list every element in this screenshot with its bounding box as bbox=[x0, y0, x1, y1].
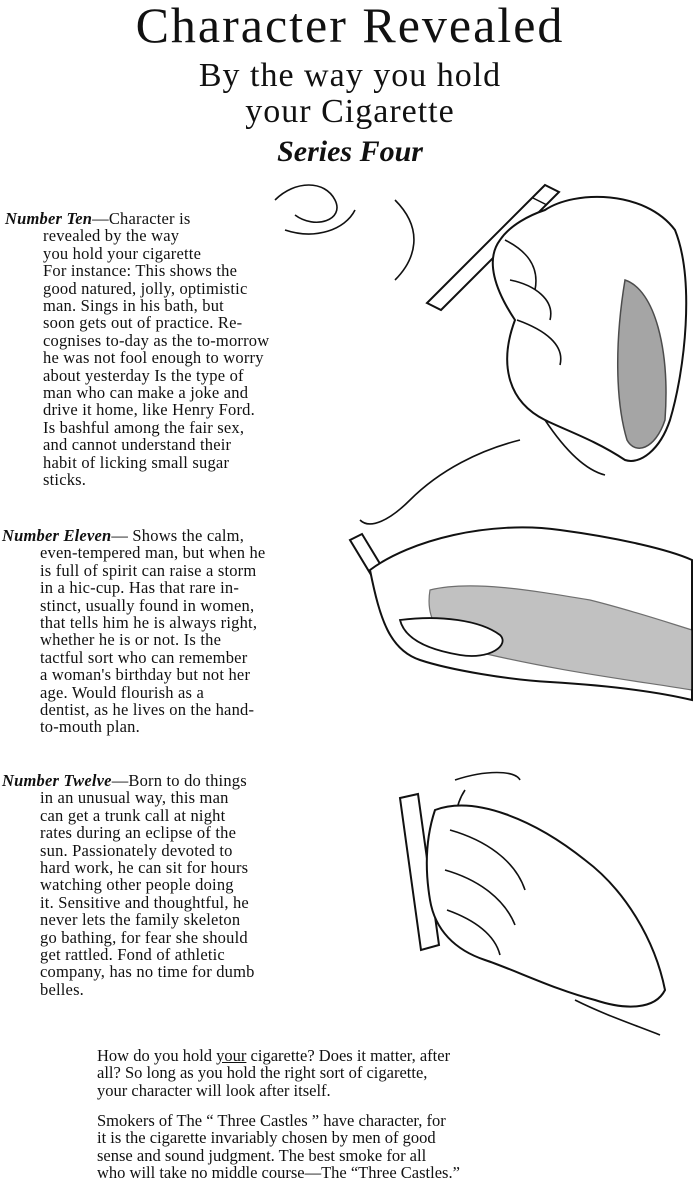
page-title: Character Revealed bbox=[135, 0, 565, 53]
closing-line: sense and sound judgment. The best smoke for all bbox=[97, 1145, 427, 1165]
entry-line: tactful sort who can remember bbox=[40, 647, 248, 667]
entry-number-twelve bbox=[2, 772, 255, 998]
entry-line: a woman's birthday but not her bbox=[40, 665, 251, 685]
entry-line: to-mouth plan. bbox=[40, 717, 140, 737]
entry-line: company, has no time for dumb bbox=[40, 962, 255, 982]
entry-line: is full of spirit can raise a storm bbox=[40, 560, 257, 580]
subtitle-line-1: By the way you hold bbox=[198, 57, 502, 94]
entry-line: age. Would flourish as a bbox=[40, 682, 205, 702]
subtitle-line-2: your Cigarette bbox=[245, 93, 455, 130]
entry-line: and cannot understand their bbox=[43, 435, 232, 455]
entry-line: drive it home, like Henry Ford. bbox=[43, 400, 255, 420]
closing-line: Smokers of The “ Three Castles ” have character, for bbox=[97, 1111, 446, 1130]
closing-line: who will take no middle course—The “Three Castles.” bbox=[97, 1163, 460, 1181]
entry-line: that tells him he is always right, bbox=[40, 613, 258, 633]
entry-line: —Born to do things bbox=[111, 771, 247, 790]
closing-line: all? So long as you hold the right sort of cigarette, bbox=[97, 1063, 428, 1083]
entry-line: revealed by the way bbox=[43, 226, 180, 246]
entry-line: cognises to-day as the to-morrow bbox=[43, 330, 270, 350]
entry-lead: Number Eleven bbox=[2, 526, 112, 545]
closing-text: cigarette? Does it matter, after bbox=[246, 1046, 451, 1065]
entry-line: watching other people doing bbox=[40, 875, 234, 895]
closing-paragraph-1 bbox=[97, 1047, 607, 1099]
hand-illustration-eleven bbox=[330, 420, 695, 720]
entry-lead: Number Twelve bbox=[2, 771, 112, 790]
entry-number-eleven bbox=[2, 527, 265, 736]
entry-line: Is bashful among the fair sex, bbox=[43, 417, 245, 437]
entry-line: stinct, usually found in women, bbox=[40, 595, 255, 615]
entry-line: —Character is bbox=[92, 209, 191, 228]
entry-line: rates during an eclipse of the bbox=[40, 823, 237, 843]
entry-line: in a hic-cup. Has that rare in- bbox=[40, 578, 240, 598]
entry-lead: Number Ten bbox=[5, 209, 93, 228]
entry-line: dentist, as he lives on the hand- bbox=[40, 700, 255, 720]
entry-line: For instance: This shows the bbox=[43, 261, 238, 281]
entry-line: man. Sings in his bath, but bbox=[43, 296, 224, 316]
entry-line: habit of licking small sugar bbox=[43, 452, 230, 472]
entry-line: good natured, jolly, optimistic bbox=[43, 278, 248, 298]
entry-line: it. Sensitive and thoughtful, he bbox=[40, 892, 249, 912]
entry-line: soon gets out of practice. Re- bbox=[43, 313, 243, 333]
entry-line: even-tempered man, but when he bbox=[40, 543, 266, 563]
entry-line: go bathing, for fear she should bbox=[40, 927, 248, 947]
closing-text-underlined: your bbox=[216, 1046, 247, 1065]
closing-text: How do you hold bbox=[97, 1046, 217, 1065]
entry-line: never lets the family skeleton bbox=[40, 910, 241, 930]
entry-line: in an unusual way, this man bbox=[40, 788, 229, 808]
closing-line: your character will look after itself. bbox=[97, 1080, 331, 1100]
entry-number-ten bbox=[5, 210, 269, 489]
entry-line: sun. Passionately devoted to bbox=[40, 840, 233, 860]
entry-line: hard work, he can sit for hours bbox=[40, 858, 249, 878]
series-heading: Series Four bbox=[277, 135, 423, 168]
entry-line: you hold your cigarette bbox=[43, 243, 202, 263]
entry-line: sticks. bbox=[43, 470, 87, 490]
closing-line: it is the cigarette invariably chosen by men of good bbox=[97, 1128, 436, 1148]
hand-illustration-twelve bbox=[375, 770, 695, 1040]
entry-line: he was not fool enough to worry bbox=[43, 348, 264, 368]
entry-line: about yesterday Is the type of bbox=[43, 365, 244, 385]
entry-line: belles. bbox=[40, 979, 85, 999]
entry-line: can get a trunk call at night bbox=[40, 805, 226, 825]
entry-line: — Shows the calm, bbox=[111, 526, 245, 545]
entry-line: whether he is or not. Is the bbox=[40, 630, 222, 650]
entry-line: man who can make a joke and bbox=[43, 383, 249, 403]
closing-paragraph-2 bbox=[97, 1112, 607, 1181]
entry-line: get rattled. Fond of athletic bbox=[40, 945, 225, 965]
